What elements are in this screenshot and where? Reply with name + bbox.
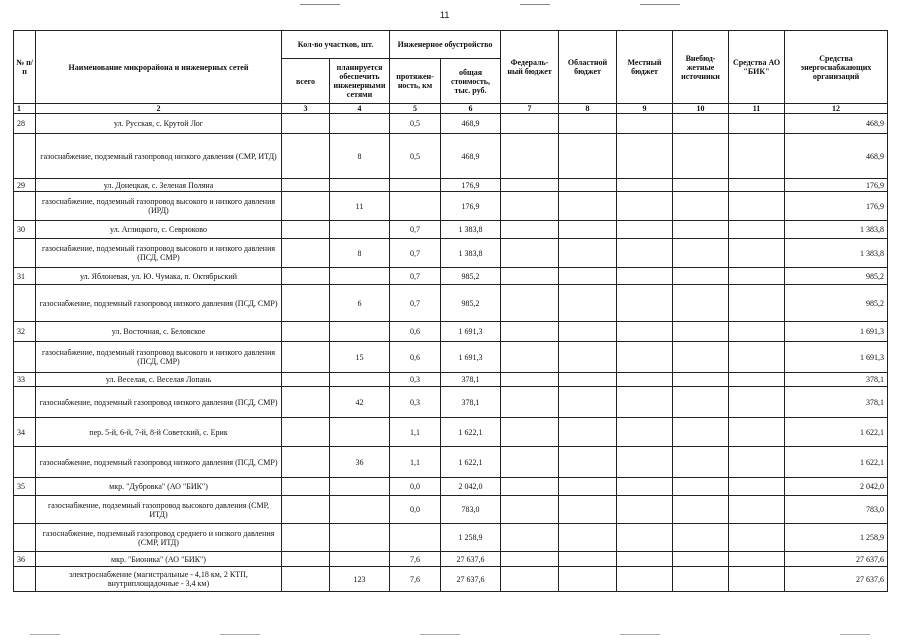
row-number: 32	[14, 322, 36, 342]
row-planned: 15	[330, 342, 390, 373]
row-name: ул. Восточная, с. Беловское	[36, 322, 282, 342]
header-length: протяжен-ность, км	[390, 59, 441, 104]
row-federal	[501, 285, 559, 322]
row-local	[617, 552, 673, 567]
row-regional	[559, 268, 617, 285]
row-total	[282, 496, 330, 524]
row-total	[282, 524, 330, 552]
bottom-rule-4	[620, 634, 660, 635]
row-number: 29	[14, 179, 36, 192]
row-total	[282, 478, 330, 496]
row-local	[617, 567, 673, 592]
row-planned	[330, 322, 390, 342]
row-energy: 1 383,8	[785, 221, 888, 239]
col-number: 4	[330, 104, 390, 114]
row-energy: 985,2	[785, 268, 888, 285]
row-cost: 378,1	[441, 387, 501, 418]
row-bik	[729, 567, 785, 592]
row-cost: 27 637,6	[441, 552, 501, 567]
row-name: газоснабжение, подземный газопровод высокого давления (СМР, ИТД)	[36, 496, 282, 524]
row-bik	[729, 342, 785, 373]
row-regional	[559, 134, 617, 179]
row-length	[390, 192, 441, 221]
row-number	[14, 524, 36, 552]
row-local	[617, 134, 673, 179]
row-planned: 11	[330, 192, 390, 221]
row-length: 1,1	[390, 447, 441, 478]
header-federal: Федераль-ный бюджет	[501, 31, 559, 104]
row-regional	[559, 373, 617, 387]
row-length: 0,3	[390, 373, 441, 387]
bottom-rule-3	[420, 634, 460, 635]
row-cost: 985,2	[441, 285, 501, 322]
row-bik	[729, 478, 785, 496]
row-number	[14, 387, 36, 418]
row-name: газоснабжение, подземный газопровод низкого давления (ПСД, СМР)	[36, 387, 282, 418]
row-bik	[729, 524, 785, 552]
row-total	[282, 192, 330, 221]
table-row-network	[14, 342, 888, 373]
row-total	[282, 239, 330, 268]
row-number	[14, 134, 36, 179]
row-number: 35	[14, 478, 36, 496]
row-cost: 1 691,3	[441, 322, 501, 342]
row-energy: 1 691,3	[785, 322, 888, 342]
row-local	[617, 373, 673, 387]
row-local	[617, 239, 673, 268]
row-energy: 27 637,6	[785, 552, 888, 567]
table-row-network	[14, 496, 888, 524]
row-regional	[559, 221, 617, 239]
row-length: 0,7	[390, 221, 441, 239]
table-row-district	[14, 114, 888, 134]
row-local	[617, 285, 673, 322]
row-regional	[559, 496, 617, 524]
row-local	[617, 192, 673, 221]
row-planned: 8	[330, 134, 390, 179]
row-name: газоснабжение, подземный газопровод низкого давления (ПСД, СМР)	[36, 285, 282, 322]
table-row-district	[14, 418, 888, 447]
row-energy: 176,9	[785, 179, 888, 192]
row-extra	[673, 221, 729, 239]
col-number: 12	[785, 104, 888, 114]
table-row-network	[14, 285, 888, 322]
row-name: ул. Русская, с. Крутой Лог	[36, 114, 282, 134]
row-federal	[501, 192, 559, 221]
row-regional	[559, 285, 617, 322]
row-federal	[501, 322, 559, 342]
table-row-district	[14, 221, 888, 239]
row-planned	[330, 114, 390, 134]
row-energy: 468,9	[785, 134, 888, 179]
row-local	[617, 221, 673, 239]
row-cost: 783,0	[441, 496, 501, 524]
row-length: 0,7	[390, 268, 441, 285]
row-energy: 1 383,8	[785, 239, 888, 268]
col-number: 3	[282, 104, 330, 114]
row-energy: 378,1	[785, 387, 888, 418]
row-bik	[729, 322, 785, 342]
row-energy: 1 622,1	[785, 418, 888, 447]
row-federal	[501, 418, 559, 447]
row-length	[390, 524, 441, 552]
row-bik	[729, 285, 785, 322]
row-federal	[501, 342, 559, 373]
row-bik	[729, 179, 785, 192]
table-row-network	[14, 192, 888, 221]
row-bik	[729, 114, 785, 134]
row-extra	[673, 114, 729, 134]
row-planned	[330, 373, 390, 387]
table-row-network	[14, 524, 888, 552]
row-planned: 36	[330, 447, 390, 478]
row-cost: 468,9	[441, 134, 501, 179]
row-name: ул. Веселая, с. Веселая Лопань	[36, 373, 282, 387]
header-total: всего	[282, 59, 330, 104]
row-energy: 1 622,1	[785, 447, 888, 478]
row-planned	[330, 179, 390, 192]
row-cost: 1 691,3	[441, 342, 501, 373]
row-local	[617, 524, 673, 552]
row-number: 33	[14, 373, 36, 387]
row-length: 0,0	[390, 478, 441, 496]
table-body	[14, 114, 888, 592]
row-planned	[330, 268, 390, 285]
table-row-network	[14, 447, 888, 478]
row-local	[617, 114, 673, 134]
row-energy: 378,1	[785, 373, 888, 387]
row-extra	[673, 496, 729, 524]
header-regional: Областной бюджет	[559, 31, 617, 104]
row-extra	[673, 478, 729, 496]
row-cost: 176,9	[441, 192, 501, 221]
row-extra	[673, 524, 729, 552]
row-bik	[729, 447, 785, 478]
row-name: мкр. "Дубровка" (АО "БИК")	[36, 478, 282, 496]
row-regional	[559, 418, 617, 447]
table-row-district	[14, 552, 888, 567]
row-name: ул. Аглицкого, с. Севрюково	[36, 221, 282, 239]
row-length: 0,0	[390, 496, 441, 524]
row-extra	[673, 447, 729, 478]
row-name: газоснабжение, подземный газопровод высокого и низкого давления (ПСД, СМР)	[36, 342, 282, 373]
table-row-district	[14, 322, 888, 342]
row-extra	[673, 567, 729, 592]
row-extra	[673, 322, 729, 342]
row-planned: 42	[330, 387, 390, 418]
header-name: Наименование микрорайона и инженерных сетей	[36, 31, 282, 104]
table-row-network	[14, 239, 888, 268]
row-federal	[501, 524, 559, 552]
row-number	[14, 285, 36, 322]
row-length: 0,7	[390, 239, 441, 268]
row-bik	[729, 496, 785, 524]
header-engineering-group: Инженерное обустройство	[390, 31, 501, 59]
row-local	[617, 496, 673, 524]
row-name: газоснабжение, подземный газопровод высокого и низкого давления (ИРД)	[36, 192, 282, 221]
row-bik	[729, 387, 785, 418]
row-extra	[673, 268, 729, 285]
row-energy: 27 637,6	[785, 567, 888, 592]
row-length: 0,3	[390, 387, 441, 418]
row-bik	[729, 239, 785, 268]
row-federal	[501, 114, 559, 134]
row-extra	[673, 387, 729, 418]
row-bik	[729, 373, 785, 387]
row-name: газоснабжение, подземный газопровод низкого давления (ПСД, СМР)	[36, 447, 282, 478]
header-num: № п/п	[14, 31, 36, 104]
row-planned	[330, 418, 390, 447]
row-total	[282, 552, 330, 567]
row-federal	[501, 447, 559, 478]
col-number: 8	[559, 104, 617, 114]
row-total	[282, 114, 330, 134]
row-cost: 468,9	[441, 114, 501, 134]
row-cost: 1 622,1	[441, 418, 501, 447]
header-bik: Средства АО "БИК"	[729, 31, 785, 104]
row-cost: 176,9	[441, 179, 501, 192]
row-federal	[501, 221, 559, 239]
row-number	[14, 496, 36, 524]
row-regional	[559, 192, 617, 221]
row-number	[14, 567, 36, 592]
row-bik	[729, 552, 785, 567]
bottom-rule-5	[840, 634, 870, 635]
row-regional	[559, 552, 617, 567]
row-extra	[673, 192, 729, 221]
row-local	[617, 418, 673, 447]
row-energy: 2 042,0	[785, 478, 888, 496]
row-extra	[673, 179, 729, 192]
bottom-rule-2	[220, 634, 260, 635]
row-extra	[673, 373, 729, 387]
table-row-district	[14, 478, 888, 496]
table-row-network	[14, 134, 888, 179]
row-regional	[559, 239, 617, 268]
row-energy: 468,9	[785, 114, 888, 134]
row-planned: 123	[330, 567, 390, 592]
column-number-row	[14, 104, 888, 114]
col-number: 9	[617, 104, 673, 114]
row-planned	[330, 524, 390, 552]
row-total	[282, 387, 330, 418]
col-number: 5	[390, 104, 441, 114]
row-cost: 1 258,9	[441, 524, 501, 552]
row-name: электроснабжение (магистральные - 4,18 км, 2 КТП, внутриплощадочные - 3,4 км)	[36, 567, 282, 592]
row-regional	[559, 322, 617, 342]
row-local	[617, 179, 673, 192]
row-federal	[501, 478, 559, 496]
row-number	[14, 192, 36, 221]
row-total	[282, 373, 330, 387]
row-energy: 783,0	[785, 496, 888, 524]
header-local: Местный бюджет	[617, 31, 673, 104]
row-regional	[559, 387, 617, 418]
row-regional	[559, 114, 617, 134]
row-total	[282, 322, 330, 342]
row-number: 34	[14, 418, 36, 447]
row-total	[282, 567, 330, 592]
top-rule-2	[520, 4, 550, 5]
table-header	[14, 31, 888, 114]
row-local	[617, 447, 673, 478]
row-bik	[729, 221, 785, 239]
row-length: 0,7	[390, 285, 441, 322]
bottom-rule-1	[30, 634, 60, 635]
row-number	[14, 342, 36, 373]
row-name: ул. Донецкая, с. Зеленая Поляна	[36, 179, 282, 192]
row-extra	[673, 418, 729, 447]
row-energy: 1 258,9	[785, 524, 888, 552]
row-length: 1,1	[390, 418, 441, 447]
row-number: 30	[14, 221, 36, 239]
row-length: 0,5	[390, 114, 441, 134]
row-name: ул. Яблоневая, ул. Ю. Чумака, п. Октябрьский	[36, 268, 282, 285]
row-energy: 1 691,3	[785, 342, 888, 373]
table-row-district	[14, 373, 888, 387]
row-bik	[729, 134, 785, 179]
row-number	[14, 447, 36, 478]
header-plots-group: Кол-во участков, шт.	[282, 31, 390, 59]
row-planned	[330, 478, 390, 496]
row-local	[617, 268, 673, 285]
row-name: пер. 5-й, 6-й, 7-й, 8-й Советский, с. Ерик	[36, 418, 282, 447]
row-federal	[501, 239, 559, 268]
row-total	[282, 134, 330, 179]
row-energy: 985,2	[785, 285, 888, 322]
row-federal	[501, 373, 559, 387]
table-row-network	[14, 567, 888, 592]
row-energy: 176,9	[785, 192, 888, 221]
row-extra	[673, 285, 729, 322]
col-number: 10	[673, 104, 729, 114]
table-row-district	[14, 179, 888, 192]
row-total	[282, 285, 330, 322]
row-local	[617, 342, 673, 373]
row-length	[390, 179, 441, 192]
row-extra	[673, 239, 729, 268]
row-regional	[559, 342, 617, 373]
row-regional	[559, 524, 617, 552]
row-federal	[501, 268, 559, 285]
row-length: 0,5	[390, 134, 441, 179]
row-federal	[501, 134, 559, 179]
top-rule-3	[640, 4, 680, 5]
row-total	[282, 447, 330, 478]
row-local	[617, 387, 673, 418]
row-name: газоснабжение, подземный газопровод среднего и низкого давления (СМР, ИТД)	[36, 524, 282, 552]
row-length: 7,6	[390, 567, 441, 592]
row-number: 31	[14, 268, 36, 285]
row-total	[282, 268, 330, 285]
row-bik	[729, 192, 785, 221]
header-cost: общая стоимость, тыс. руб.	[441, 59, 501, 104]
header-extra: Внебюд-жетные источники	[673, 31, 729, 104]
row-federal	[501, 567, 559, 592]
row-length: 7,6	[390, 552, 441, 567]
row-cost: 985,2	[441, 268, 501, 285]
header-planned: планируется обеспечить инженерными сетями	[330, 59, 390, 104]
col-number: 7	[501, 104, 559, 114]
row-name: газоснабжение, подземный газопровод низкого давления (СМР, ИТД)	[36, 134, 282, 179]
row-length: 0,6	[390, 322, 441, 342]
row-planned	[330, 496, 390, 524]
row-regional	[559, 447, 617, 478]
col-number: 1	[14, 104, 36, 114]
row-cost: 2 042,0	[441, 478, 501, 496]
row-bik	[729, 268, 785, 285]
row-name: мкр. "Бионика" (АО "БИК")	[36, 552, 282, 567]
row-regional	[559, 567, 617, 592]
row-local	[617, 478, 673, 496]
row-regional	[559, 179, 617, 192]
col-number: 6	[441, 104, 501, 114]
row-local	[617, 322, 673, 342]
row-total	[282, 418, 330, 447]
row-cost: 27 637,6	[441, 567, 501, 592]
row-extra	[673, 552, 729, 567]
row-total	[282, 179, 330, 192]
row-bik	[729, 418, 785, 447]
row-planned: 6	[330, 285, 390, 322]
page-number: 11	[440, 10, 450, 20]
row-planned	[330, 221, 390, 239]
row-cost: 1 383,8	[441, 221, 501, 239]
row-number: 36	[14, 552, 36, 567]
row-planned	[330, 552, 390, 567]
row-cost: 378,1	[441, 373, 501, 387]
row-federal	[501, 387, 559, 418]
table-row-district	[14, 268, 888, 285]
row-total	[282, 342, 330, 373]
row-number: 28	[14, 114, 36, 134]
row-extra	[673, 134, 729, 179]
row-number	[14, 239, 36, 268]
row-total	[282, 221, 330, 239]
row-planned: 8	[330, 239, 390, 268]
row-federal	[501, 496, 559, 524]
top-rule-1	[300, 4, 340, 5]
row-extra	[673, 342, 729, 373]
budget-table	[13, 30, 888, 592]
row-cost: 1 383,8	[441, 239, 501, 268]
row-federal	[501, 552, 559, 567]
row-length: 0,6	[390, 342, 441, 373]
row-regional	[559, 478, 617, 496]
col-number: 2	[36, 104, 282, 114]
row-cost: 1 622,1	[441, 447, 501, 478]
header-energy: Средства энергоснабжающих организаций	[785, 31, 888, 104]
row-name: газоснабжение, подземный газопровод высокого и низкого давления (ПСД, СМР)	[36, 239, 282, 268]
col-number: 11	[729, 104, 785, 114]
row-federal	[501, 179, 559, 192]
table-row-network	[14, 387, 888, 418]
